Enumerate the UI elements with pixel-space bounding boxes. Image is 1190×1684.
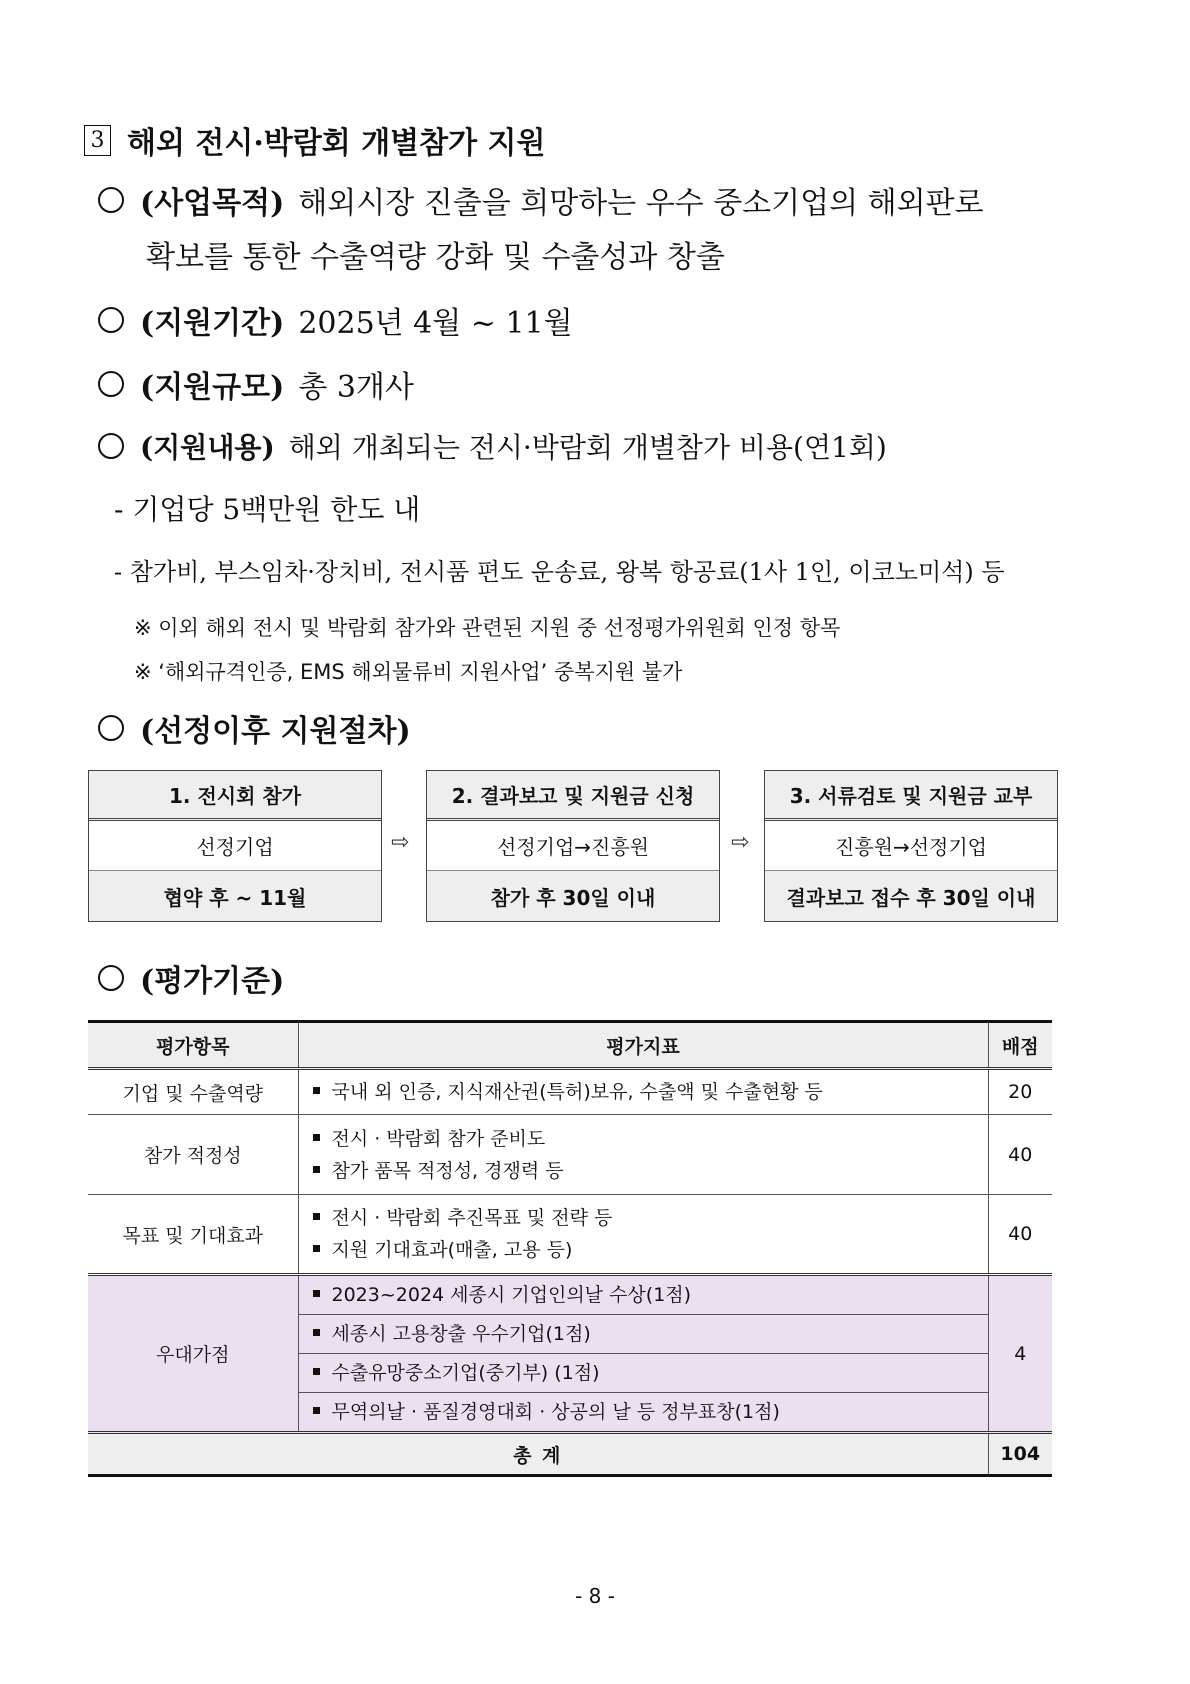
indicator-text: 무역의날 · 품질경영대회 · 상공의 날 등 정부표창(1점) bbox=[331, 1401, 780, 1423]
section-number-box: 3 bbox=[84, 125, 111, 156]
square-bullet-icon bbox=[313, 1245, 320, 1252]
square-bullet-icon bbox=[313, 1134, 320, 1141]
step-deadline: 협약 후 ~ 11월 bbox=[89, 871, 381, 921]
bonus-item: 우대가점 bbox=[88, 1275, 298, 1433]
step-actor: 선정기업→진흥원 bbox=[427, 821, 719, 871]
header-indicator: 평가지표 bbox=[298, 1022, 988, 1069]
arrow-right-icon: ⇨ bbox=[731, 830, 750, 855]
arrow-right-icon: ⇨ bbox=[391, 830, 410, 855]
criteria-label: (평가기준) bbox=[140, 964, 285, 999]
square-bullet-icon bbox=[313, 1368, 320, 1375]
content-label: (지원내용) bbox=[140, 431, 275, 464]
circle-bullet-icon bbox=[98, 965, 124, 991]
total-label: 총 계 bbox=[88, 1433, 988, 1476]
row-score: 40 bbox=[988, 1195, 1052, 1275]
table-row bbox=[88, 1115, 1052, 1195]
purpose-label: (사업목적) bbox=[140, 186, 285, 221]
purpose-bullet bbox=[98, 178, 984, 222]
circle-bullet-icon bbox=[98, 715, 124, 741]
scale-label: (지원규모) bbox=[140, 370, 285, 405]
bonus-indicator bbox=[298, 1354, 988, 1393]
square-bullet-icon bbox=[313, 1329, 320, 1336]
row-indicators bbox=[298, 1069, 988, 1115]
header-item: 평가항목 bbox=[88, 1022, 298, 1069]
row-indicators bbox=[298, 1115, 988, 1195]
content-bullet bbox=[98, 426, 887, 466]
indicator-text: 참가 품목 적정성, 경쟁력 등 bbox=[331, 1159, 564, 1182]
section-title bbox=[84, 118, 546, 162]
square-bullet-icon bbox=[313, 1166, 320, 1173]
bonus-indicator bbox=[298, 1275, 988, 1315]
content-note-2: ※ ‘해외규격인증, EMS 해외물류비 지원사업’ 중복지원 불가 bbox=[134, 660, 683, 684]
procedure-label: (선정이후 지원절차) bbox=[140, 714, 411, 749]
content-text: 해외 개최되는 전시·박람회 개별참가 비용(연1회) bbox=[288, 431, 887, 464]
step-deadline: 참가 후 30일 이내 bbox=[427, 871, 719, 921]
row-item: 목표 및 기대효과 bbox=[88, 1195, 298, 1275]
table-row bbox=[88, 1195, 1052, 1275]
scale-text: 총 3개사 bbox=[298, 370, 414, 405]
header-score: 배점 bbox=[988, 1022, 1052, 1069]
evaluation-table bbox=[88, 1020, 1052, 1477]
row-indicators bbox=[298, 1195, 988, 1275]
period-text: 2025년 4월 ~ 11월 bbox=[298, 306, 573, 341]
row-score: 40 bbox=[988, 1115, 1052, 1195]
step-actor: 선정기업 bbox=[89, 821, 381, 871]
indicator-text: 수출유망중소기업(중기부) (1점) bbox=[331, 1362, 600, 1384]
procedure-bullet bbox=[98, 706, 425, 750]
square-bullet-icon bbox=[313, 1087, 320, 1094]
procedure-step-3 bbox=[764, 770, 1058, 922]
circle-bullet-icon bbox=[98, 307, 124, 333]
scale-bullet bbox=[98, 362, 414, 406]
purpose-text-line2: 확보를 통한 수출역량 강화 및 수출성과 창출 bbox=[146, 240, 725, 275]
bonus-score: 4 bbox=[988, 1275, 1052, 1433]
page-number: - 8 - bbox=[575, 1584, 615, 1608]
indicator-text: 국내 외 인증, 지식재산권(특허)보유, 수출액 및 수출현황 등 bbox=[331, 1081, 823, 1103]
step-title: 3. 서류검토 및 지원금 교부 bbox=[765, 771, 1057, 821]
content-dash-1: - 기업당 5백만원 한도 내 bbox=[114, 493, 421, 526]
row-item: 기업 및 수출역량 bbox=[88, 1069, 298, 1115]
section-title-text: 해외 전시·박람회 개별참가 지원 bbox=[127, 126, 546, 161]
bonus-indicator bbox=[298, 1315, 988, 1354]
circle-bullet-icon bbox=[98, 371, 124, 397]
procedure-step-2 bbox=[426, 770, 720, 922]
square-bullet-icon bbox=[313, 1213, 320, 1220]
total-score: 104 bbox=[988, 1433, 1052, 1476]
step-title: 1. 전시회 참가 bbox=[89, 771, 381, 821]
table-row-total bbox=[88, 1433, 1052, 1476]
square-bullet-icon bbox=[313, 1407, 320, 1414]
content-note-1: ※ 이외 해외 전시 및 박람회 참가와 관련된 지원 중 선정평가위원회 인정 항목 bbox=[134, 616, 841, 640]
square-bullet-icon bbox=[313, 1290, 320, 1297]
row-score: 20 bbox=[988, 1069, 1052, 1115]
step-actor: 진흥원→선정기업 bbox=[765, 821, 1057, 871]
criteria-bullet bbox=[98, 956, 298, 1000]
table-row bbox=[88, 1069, 1052, 1115]
step-title: 2. 결과보고 및 지원금 신청 bbox=[427, 771, 719, 821]
table-row-bonus bbox=[88, 1275, 1052, 1315]
procedure-step-1 bbox=[88, 770, 382, 922]
indicator-text: 전시 · 박람회 참가 준비도 bbox=[331, 1127, 546, 1150]
row-item: 참가 적정성 bbox=[88, 1115, 298, 1195]
circle-bullet-icon bbox=[98, 187, 124, 213]
indicator-text: 세종시 고용창출 우수기업(1점) bbox=[331, 1323, 591, 1345]
bonus-indicator bbox=[298, 1393, 988, 1433]
period-bullet bbox=[98, 298, 573, 342]
content-dash-2: - 참가비, 부스임차·장치비, 전시품 편도 운송료, 왕복 항공료(1사 1인, 이코노미석) 등 bbox=[114, 558, 1005, 586]
table-header-row bbox=[88, 1022, 1052, 1069]
indicator-text: 2023~2024 세종시 기업인의날 수상(1점) bbox=[331, 1284, 692, 1306]
indicator-text: 전시 · 박람회 추진목표 및 전략 등 bbox=[331, 1207, 613, 1229]
period-label: (지원기간) bbox=[140, 306, 285, 341]
purpose-text-line1: 해외시장 진출을 희망하는 우수 중소기업의 해외판로 bbox=[298, 186, 984, 221]
indicator-text: 지원 기대효과(매출, 고용 등) bbox=[331, 1239, 573, 1261]
circle-bullet-icon bbox=[98, 433, 124, 459]
step-deadline: 결과보고 접수 후 30일 이내 bbox=[765, 871, 1057, 921]
